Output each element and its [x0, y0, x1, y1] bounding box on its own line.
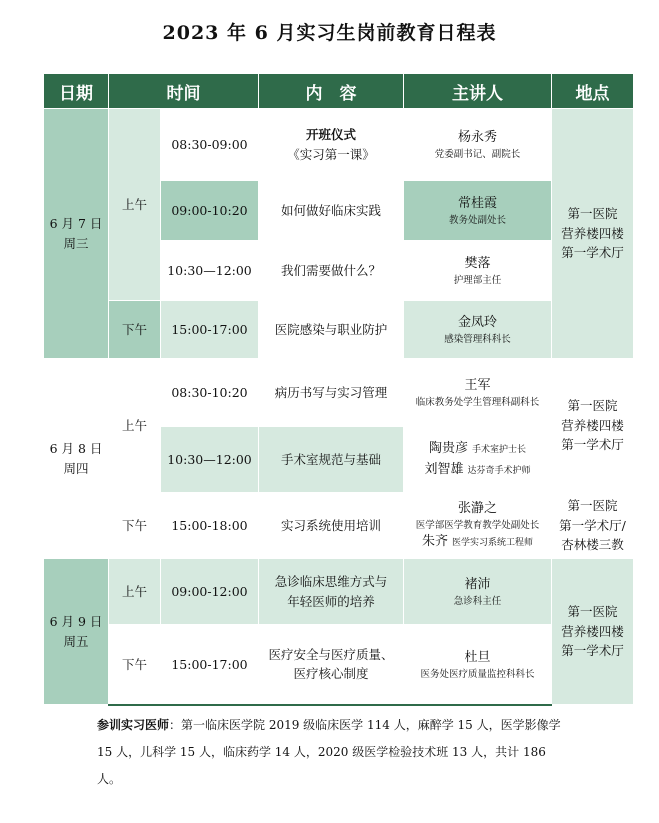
header-content: 内 容 [259, 74, 404, 109]
location-line: 第一学术厅 [561, 437, 624, 453]
speaker-name: 杨永秀 [457, 129, 497, 145]
date-cell [44, 359, 109, 559]
table-row [44, 301, 634, 359]
speaker-name: 金凤玲 [457, 314, 497, 330]
topic-text: 开班仪式 [305, 127, 356, 143]
period-cell: 下午 [109, 625, 161, 705]
period-cell: 上午 [109, 109, 161, 301]
location-cell [552, 493, 634, 559]
header-date: 日期 [44, 74, 109, 109]
speaker-cell [404, 181, 552, 241]
date-text: 6 月 7 日 [49, 216, 103, 232]
page-title: 2023 年 6 月实习生岗前教育日程表 [162, 22, 497, 44]
table-row [44, 559, 634, 625]
speaker-title: 医学实习系统工程师 [452, 538, 534, 549]
speaker-cell [404, 301, 552, 359]
period-cell: 下午 [109, 493, 161, 559]
speaker-cell [404, 625, 552, 705]
speaker-title: 护理部主任 [453, 274, 502, 286]
speaker-line [408, 532, 547, 552]
time-cell: 08:30-10:20 [161, 359, 259, 427]
speaker-title: 医务处医疗质量监控科科长 [420, 668, 535, 680]
location-cell [552, 559, 634, 705]
speaker-cell [404, 109, 552, 181]
location-cell [552, 109, 634, 359]
time-cell: 10:30—12:00 [161, 427, 259, 493]
date-text: 6 月 9 日 [49, 614, 103, 630]
table-row [44, 359, 634, 427]
speaker-title: 教务处副处长 [448, 214, 506, 226]
speaker-title: 临床教务处学生管理科副科长 [415, 396, 540, 408]
topic-cell: 如何做好临床实践 [259, 181, 404, 241]
speaker-title: 感染管理科科长 [444, 333, 511, 345]
topic-text: 年轻医师的培养 [287, 593, 375, 609]
location-line: 第一医院 [567, 604, 618, 620]
header-speaker: 主讲人 [404, 74, 552, 109]
location-line: 第一学术厅/ [559, 517, 626, 533]
speaker-name: 樊落 [464, 255, 491, 271]
table-row [44, 625, 634, 705]
table-row [44, 493, 634, 559]
time-cell: 08:30-09:00 [161, 109, 259, 181]
time-cell: 09:00-12:00 [161, 559, 259, 625]
location-line: 营养楼四楼 [561, 623, 624, 639]
location-line: 营养楼四楼 [561, 225, 624, 241]
header-time: 时间 [109, 74, 259, 109]
weekday-text: 周五 [63, 633, 89, 649]
speaker-name: 刘智雄 [424, 461, 464, 477]
location-line: 第一医院 [567, 498, 618, 514]
topic-cell: 医院感染与职业防护 [259, 301, 404, 359]
participants-text: ：第一临床医学院 2019 级临床医学 114 人，麻醉学 15 人，医学影像学 15 人，儿科学 15 人，临床药学 14 人，2020 级医学检验技术班 13 人，共计 186 人。 [97, 718, 561, 786]
period-cell: 上午 [109, 559, 161, 625]
time-cell: 15:00-17:00 [161, 301, 259, 359]
speaker-name: 杜旦 [464, 649, 491, 665]
speaker-name: 常桂霞 [457, 195, 497, 211]
topic-cell: 实习系统使用培训 [259, 493, 404, 559]
topic-cell: 手术室规范与基础 [259, 427, 404, 493]
topic-text: 急诊临床思维方式与 [274, 574, 388, 590]
period-cell: 上午 [109, 359, 161, 493]
topic-cell [259, 559, 404, 625]
weekday-text: 周三 [63, 235, 89, 251]
time-cell: 15:00-17:00 [161, 625, 259, 705]
time-cell: 10:30—12:00 [161, 241, 259, 301]
header-row [44, 74, 634, 109]
speaker-name: 张瀞之 [457, 500, 497, 516]
location-line: 杏林楼三教 [561, 537, 624, 553]
period-cell: 下午 [109, 301, 161, 359]
speaker-name: 朱齐 [421, 534, 448, 550]
speaker-cell [404, 427, 552, 493]
speaker-line [408, 439, 547, 459]
location-cell [552, 359, 634, 493]
speaker-cell [404, 359, 552, 427]
speaker-title: 党委副书记、副院长 [434, 148, 521, 160]
speaker-cell [404, 241, 552, 301]
table-row [44, 109, 634, 181]
speaker-name: 王军 [464, 377, 491, 393]
weekday-text: 周四 [63, 460, 89, 476]
speaker-name: 陶贵彦 [428, 441, 468, 457]
speaker-cell [404, 559, 552, 625]
participants-note [97, 712, 567, 793]
location-line: 第一医院 [567, 398, 618, 414]
speaker-cell [404, 493, 552, 559]
location-line: 第一学术厅 [561, 245, 624, 261]
speaker-title: 急诊科主任 [453, 595, 502, 607]
location-line: 第一学术厅 [561, 643, 624, 659]
schedule-table [43, 73, 634, 706]
location-line: 营养楼四楼 [561, 417, 624, 433]
date-cell [44, 109, 109, 359]
speaker-name: 褚沛 [464, 576, 491, 592]
participants-label: 参训实习医师 [97, 718, 170, 732]
date-text: 6 月 8 日 [49, 441, 103, 457]
speaker-title: 医学部医学教育教学处副处长 [415, 519, 540, 531]
topic-text: 医疗安全与医疗质量、 [268, 646, 394, 662]
speaker-line [408, 460, 547, 480]
topic-cell: 病历书写与实习管理 [259, 359, 404, 427]
topic-text: 医疗核心制度 [293, 666, 369, 682]
topic-cell [259, 109, 404, 181]
time-cell: 15:00-18:00 [161, 493, 259, 559]
location-line: 第一医院 [567, 206, 618, 222]
speaker-title: 达芬奇手术护师 [467, 465, 531, 476]
topic-cell [259, 625, 404, 705]
topic-text: 《实习第一课》 [287, 146, 375, 162]
date-cell [44, 559, 109, 705]
topic-cell: 我们需要做什么？ [259, 241, 404, 301]
time-cell: 09:00-10:20 [161, 181, 259, 241]
header-location: 地点 [552, 74, 634, 109]
speaker-title: 手术室护士长 [472, 445, 527, 456]
